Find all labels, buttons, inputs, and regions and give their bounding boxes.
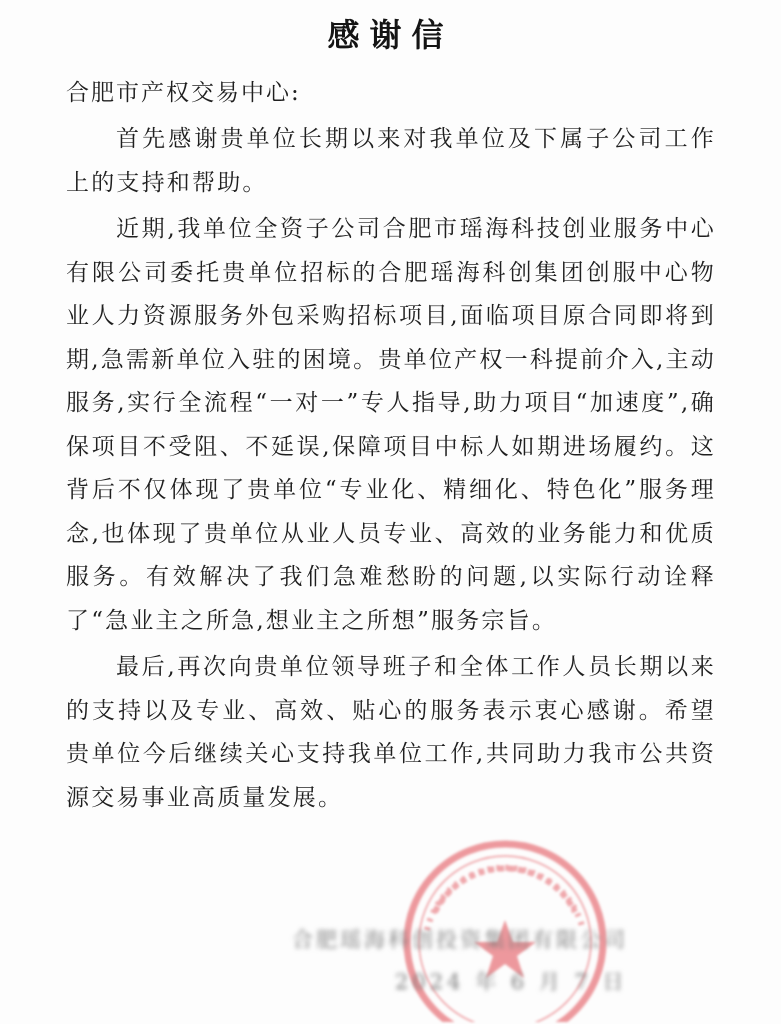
letter-title: 感谢信 — [327, 16, 454, 54]
letter-paragraph-2: 近期,我单位全资子公司合肥市瑶海科技创业服务中心有限公司委托贵单位招标的合肥瑶海科创集团创服中心物业人力资源服务外包采购招标项目,面临项目原合同即将到期,急需新单位入驻的困境。贵单位产权一科提前介入,主动服务,实行全流程“一对一”专人指导,助力项目“加速度”,确保项目不受阻、不延误,保障项目中标人如期进场履约。这背后不仅体现了贵单位“专业化、精细化、特色化”服务理念,也体现了贵单位从业人员专业、高效的业务能力和优质服务。有效解决了我们急难愁盼的问题,以实际行动诠释了“急业主之所急,想业主之所想”服务宗旨。 — [66, 216, 716, 634]
signature-company: 合肥瑶海科创投资集团有限公司 — [292, 928, 628, 952]
signature-date: 2024 年 6 月 7 日 — [395, 970, 628, 994]
letter-paragraph-1: 首先感谢贵单位长期以来对我单位及下属子公司工作上的支持和帮助。 — [66, 126, 716, 196]
letter-paragraph-3: 最后,再次向贵单位领导班子和全体工作人员长期以来的支持以及专业、高效、贴心的服务表示衷心感谢。希望贵单位今后继续关心支持我单位工作,共同助力我市公共资源交易事业高质量发展。 — [66, 654, 716, 811]
letter-salutation: 合肥市产权交易中心: — [66, 80, 301, 106]
letter-body — [66, 118, 716, 823]
